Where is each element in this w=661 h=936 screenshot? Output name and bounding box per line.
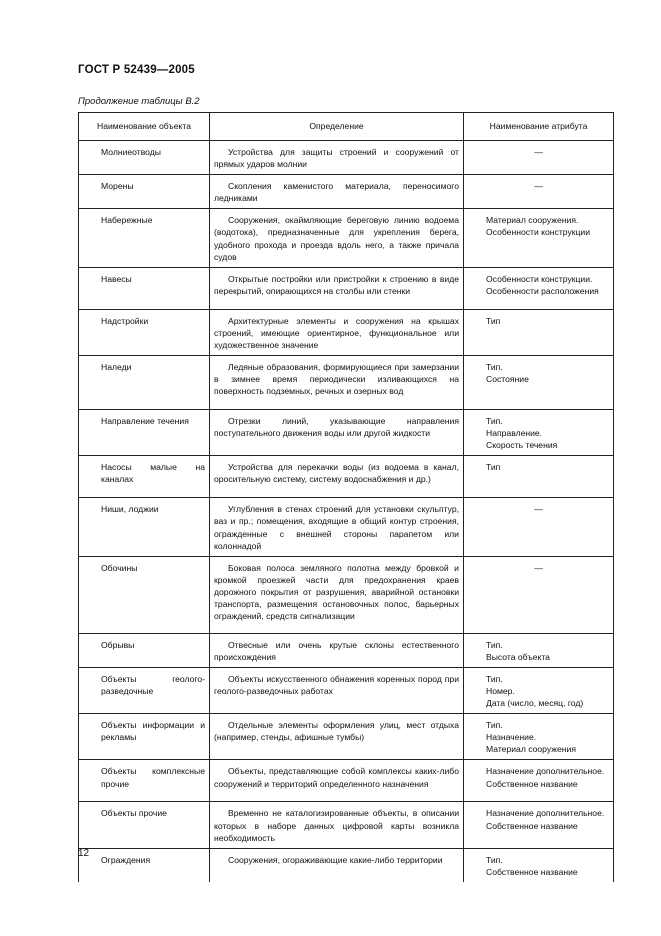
attribute-cell: Особенности конструкции. Особенности расположения (464, 267, 614, 309)
object-name-cell: Насосы малые на каналах (79, 456, 210, 498)
definition-cell: Углубления в стенах строений для установки скульптур, ваз и пр.; помещения, входящие в общий контур строения, огражденные с внешней стороны парапетом или колоннадой (210, 498, 464, 556)
attribute-cell: Тип. Направление. Скорость течения (464, 410, 614, 456)
definition-cell: Открытые постройки или пристройки к строению в виде перекрытий, опирающихся на столбы или стенки (210, 267, 464, 309)
definition-cell: Отрезки линий, указывающие направления поступательного движения воды или другой жидкости (210, 410, 464, 456)
attribute-cell: Тип (464, 456, 614, 498)
table-row (79, 848, 614, 882)
attribute-cell: — (464, 498, 614, 556)
table-header-row (79, 113, 614, 141)
table-row (79, 633, 614, 667)
object-name-cell: Ниши, лоджии (79, 498, 210, 556)
document-header: ГОСТ Р 52439—2005 (78, 64, 195, 76)
object-name-cell: Морены (79, 175, 210, 209)
attribute-cell: Тип. Высота объекта (464, 633, 614, 667)
attribute-cell: — (464, 175, 614, 209)
object-name-cell: Навесы (79, 267, 210, 309)
attribute-cell: Тип. Назначение. Материал сооружения (464, 714, 614, 760)
page-number: 12 (78, 848, 90, 859)
table-row (79, 267, 614, 309)
definition-cell: Скопления каменистого материала, переносимого ледниками (210, 175, 464, 209)
definition-cell: Отдельные элементы оформления улиц, мест отдыха (например, стенды, афишные тумбы) (210, 714, 464, 760)
object-name-cell: Обочины (79, 556, 210, 633)
table-row (79, 760, 614, 802)
table-row (79, 356, 614, 410)
table-row (79, 141, 614, 175)
definition-cell: Объекты, представляющие собой комплексы каких-либо сооружений и территорий определенного назначения (210, 760, 464, 802)
table-row (79, 209, 614, 267)
definition-cell: Временно не каталогизированные объекты, в описании которых в наборе данных цифровой карты возникла необходимость (210, 802, 464, 848)
object-name-cell: Наледи (79, 356, 210, 410)
object-name-cell: Надстройки (79, 309, 210, 355)
object-name-cell: Объекты информации и рекламы (79, 714, 210, 760)
attribute-cell: Назначение дополнительное. Собственное название (464, 760, 614, 802)
table-row (79, 309, 614, 355)
column-header-object-name: Наименование объекта (79, 113, 210, 141)
attribute-cell: — (464, 556, 614, 633)
object-name-cell: Ограждения (79, 848, 210, 882)
definition-cell: Отвесные или очень крутые склоны естественного происхождения (210, 633, 464, 667)
attribute-cell: — (464, 141, 614, 175)
column-header-attribute: Наименование атрибута (464, 113, 614, 141)
table-row (79, 410, 614, 456)
definition-cell: Ледяные образования, формирующиеся при замерзании в зимнее время периодически изливающихся на поверхность подземных, речных и озерных вод (210, 356, 464, 410)
object-name-cell: Объекты прочие (79, 802, 210, 848)
table-row (79, 498, 614, 556)
attribute-cell: Тип (464, 309, 614, 355)
definition-cell: Устройства для защиты строений и сооружений от прямых ударов молнии (210, 141, 464, 175)
table-caption: Продолжение таблицы В.2 (78, 96, 200, 107)
definition-cell: Архитектурные элементы и сооружения на крышах строений, имеющие ориентирное, функциональное или художественное значение (210, 309, 464, 355)
attribute-cell: Тип. Собственное название (464, 848, 614, 882)
table-row (79, 667, 614, 713)
object-name-cell: Объекты геолого-разведочные (79, 667, 210, 713)
attribute-cell: Назначение дополнительное. Собственное название (464, 802, 614, 848)
table-row (79, 714, 614, 760)
attribute-cell: Материал сооружения. Особенности конструкции (464, 209, 614, 267)
column-header-definition: Определение (210, 113, 464, 141)
attribute-cell: Тип. Номер. Дата (число, месяц, год) (464, 667, 614, 713)
object-name-cell: Направление течения (79, 410, 210, 456)
table-row (79, 556, 614, 633)
definitions-table (78, 112, 614, 882)
table-row (79, 175, 614, 209)
definition-cell: Боковая полоса земляного полотна между бровкой и кромкой проезжей части для предохранения краев дорожного покрытия от разрушения, аварийной остановки транспорта, размещения остановочных полос, барьерных ограждений, средств сигнализации (210, 556, 464, 633)
table-row (79, 802, 614, 848)
definition-cell: Устройства для перекачки воды (из водоема в канал, оросительную систему, систему водоснабжения и др.) (210, 456, 464, 498)
object-name-cell: Набережные (79, 209, 210, 267)
definition-cell: Объекты искусственного обнажения коренных пород при геолого-разведочных работах (210, 667, 464, 713)
definition-cell: Сооружения, огораживающие какие-либо территории (210, 848, 464, 882)
table-row (79, 456, 614, 498)
attribute-cell: Тип. Состояние (464, 356, 614, 410)
object-name-cell: Обрывы (79, 633, 210, 667)
definition-cell: Сооружения, окаймляющие береговую линию водоема (водотока), предназначенные для укрепления берега, удобного прохода и проезда вдоль него, а также причала судов (210, 209, 464, 267)
object-name-cell: Молниеотводы (79, 141, 210, 175)
object-name-cell: Объекты комплексные прочие (79, 760, 210, 802)
